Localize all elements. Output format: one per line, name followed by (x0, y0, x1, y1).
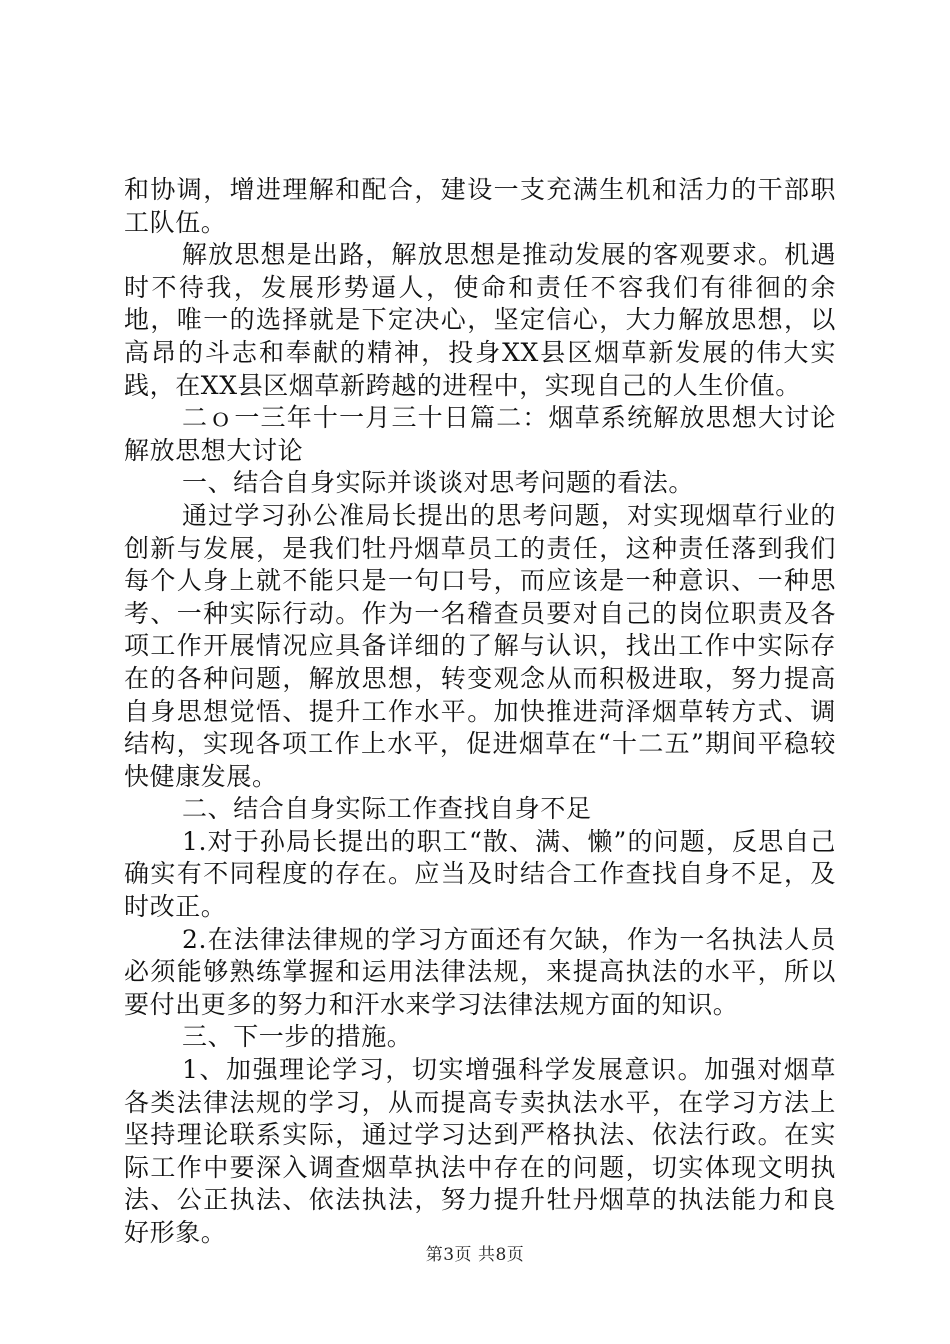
paragraph: 通过学习孙公准局长提出的思考问题，对实现烟草行业的创新与发展，是我们牡丹烟草员工的责任，这种责任落到我们每个人身上就不能只是一句口号，而应该是一种意识、一种思考、一种实际行动。作为一名稽查员要对自己的岗位职责及各项工作开展情况应具备详细的了解与认识，找出工作中实际存在的各种问题，解放思想，转变观念从而积极进取，努力提高自身思想觉悟、提升工作水平。加快推进菏泽烟草转方式、调结构，实现各项工作上水平，促进烟草在“十二五”期间平稳较快健康发展。 (124, 500, 836, 791)
page-footer (0, 1240, 950, 1265)
document-body (124, 174, 836, 1250)
section-heading: 一、结合自身实际并谈谈对思考问题的看法。 (182, 468, 695, 498)
paragraph: 解放思想是出路，解放思想是推动发展的客观要求。机遇时不待我，发展形势逼人，使命和责任不容我们有徘徊的余地，唯一的选择就是下定决心，坚定信心，大力解放思想，以高昂的斗志和奉献的精神，投身XX县区烟草新发展的伟大实践，在XX县区烟草新跨越的进程中，实现自己的人生价值。 (124, 240, 836, 400)
section-heading: 二、结合自身实际工作查找自身不足 (182, 794, 592, 824)
list-item: 2.在法律法律规的学习方面还有欠缺，作为一名执法人员必须能够熟练掌握和运用法律法规，来提高执法的水平，所以要付出更多的努力和汗水来学习法律法规方面的知识。 (124, 924, 836, 1019)
paragraph: 和协调，增进理解和配合，建设一支充满生机和活力的干部职工队伍。 (124, 175, 836, 237)
page-number-label: 第3页 共8页 (425, 1245, 525, 1265)
section-heading: 三、下一步的措施。 (182, 1022, 413, 1052)
list-item: 1.对于孙局长提出的职工“散、满、懒”的问题，反思自己确实有不同程度的存在。应当及时结合工作查找自身不足，及时改正。 (124, 826, 836, 922)
paragraph: 二ｏ一三年十一月三十日篇二：烟草系统解放思想大讨论解放思想大讨论 (124, 403, 836, 465)
list-item: 1、加强理论学习，切实增强科学发展意识。加强对烟草各类法律法规的学习，从而提高专卖执法水平，在学习方法上坚持理论联系实际，通过学习达到严格执法、依法行政。在实际工作中要深入调查烟草执法中存在的问题，切实体现文明执法、公正执法、依法执法，努力提升牡丹烟草的执法能力和良好形象。 (124, 1055, 836, 1247)
